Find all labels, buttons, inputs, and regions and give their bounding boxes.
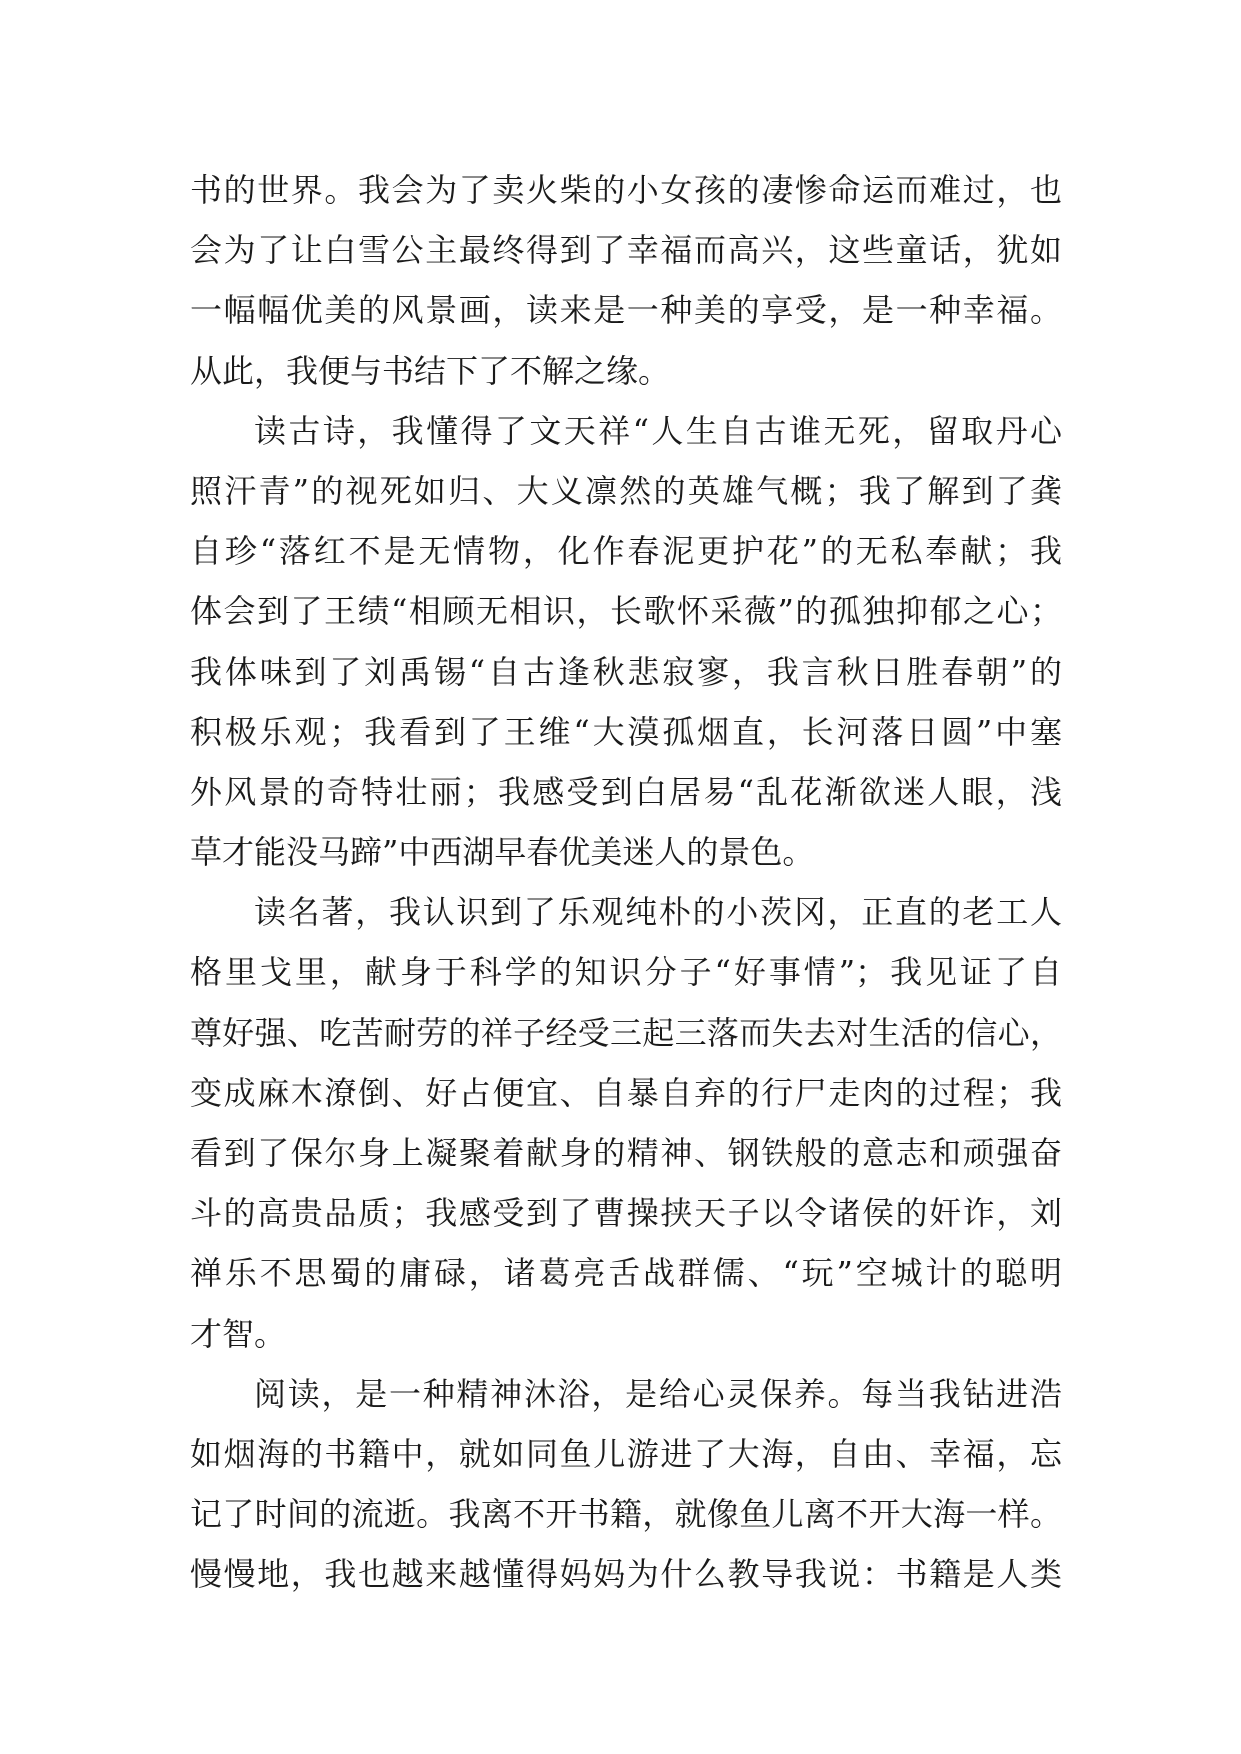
text-line: 书的世界。我会为了卖火柴的小女孩的凄惨命运而难过，也 bbox=[190, 171, 1062, 209]
text-line: 斗的高贵品质；我感受到了曹操挟天子以令诸侯的奸诈，刘 bbox=[190, 1194, 1062, 1233]
text-line: 尊好强、吃苦耐劳的祥子经受三起三落而失去对生活的信心， bbox=[190, 1013, 1062, 1052]
text-line: 外风景的奇特壮丽；我感受到白居易“乱花渐欲迷人眼，浅 bbox=[190, 772, 1062, 811]
text-line: 体会到了王绩“相顾无相识，长歌怀采薇”的孤独抑郁之心； bbox=[190, 592, 1062, 631]
text-line: 一幅幅优美的风景画，读来是一种美的享受，是一种幸福。 bbox=[190, 291, 1062, 330]
text-line: 草才能没马蹄”中西湖早春优美迷人的景色。 bbox=[190, 833, 815, 872]
text-line: 慢慢地，我也越来越懂得妈妈为什么教导我说：书籍是人类 bbox=[190, 1555, 1062, 1594]
text-line: 记了时间的流逝。我离不开书籍，就像鱼儿离不开大海一样。 bbox=[190, 1495, 1062, 1534]
text-line: 如烟海的书籍中，就如同鱼儿游进了大海，自由、幸福，忘 bbox=[190, 1434, 1062, 1473]
text-line: 格里戈里，献身于科学的知识分子“好事情”；我见证了自 bbox=[190, 953, 1062, 992]
document-body bbox=[190, 160, 1062, 1605]
text-line: 看到了保尔身上凝聚着献身的精神、钢铁般的意志和顽强奋 bbox=[190, 1134, 1062, 1172]
text-line: 照汗青”的视死如归、大义凛然的英雄气概；我了解到了龚 bbox=[190, 471, 1062, 510]
paragraph-first-line: 读古诗，我懂得了文天祥“人生自古谁无死，留取丹心 bbox=[254, 411, 1062, 450]
text-line: 才智。 bbox=[190, 1314, 287, 1353]
text-line: 会为了让白雪公主最终得到了幸福而高兴，这些童话，犹如 bbox=[190, 231, 1062, 270]
text-line: 从此，我便与书结下了不解之缘。 bbox=[190, 351, 671, 390]
text-line: 积极乐观；我看到了王维“大漠孤烟直，长河落日圆”中塞 bbox=[190, 712, 1062, 751]
text-line: 我体味到了刘禹锡“自古逢秋悲寂寥，我言秋日胜春朝”的 bbox=[190, 652, 1062, 691]
text-line: 禅乐不思蜀的庸碌，诸葛亮舌战群儒、“玩”空城计的聪明 bbox=[190, 1254, 1062, 1293]
text-line: 变成麻木潦倒、好占便宜、自暴自弃的行尸走肉的过程；我 bbox=[190, 1073, 1062, 1112]
text-line: 自珍“落红不是无情物，化作春泥更护花”的无私奉献；我 bbox=[190, 532, 1062, 571]
paragraph-first-line: 读名著，我认识到了乐观纯朴的小茨冈，正直的老工人 bbox=[254, 893, 1062, 932]
paragraph-first-line: 阅读，是一种精神沐浴，是给心灵保养。每当我钻进浩 bbox=[254, 1374, 1062, 1413]
